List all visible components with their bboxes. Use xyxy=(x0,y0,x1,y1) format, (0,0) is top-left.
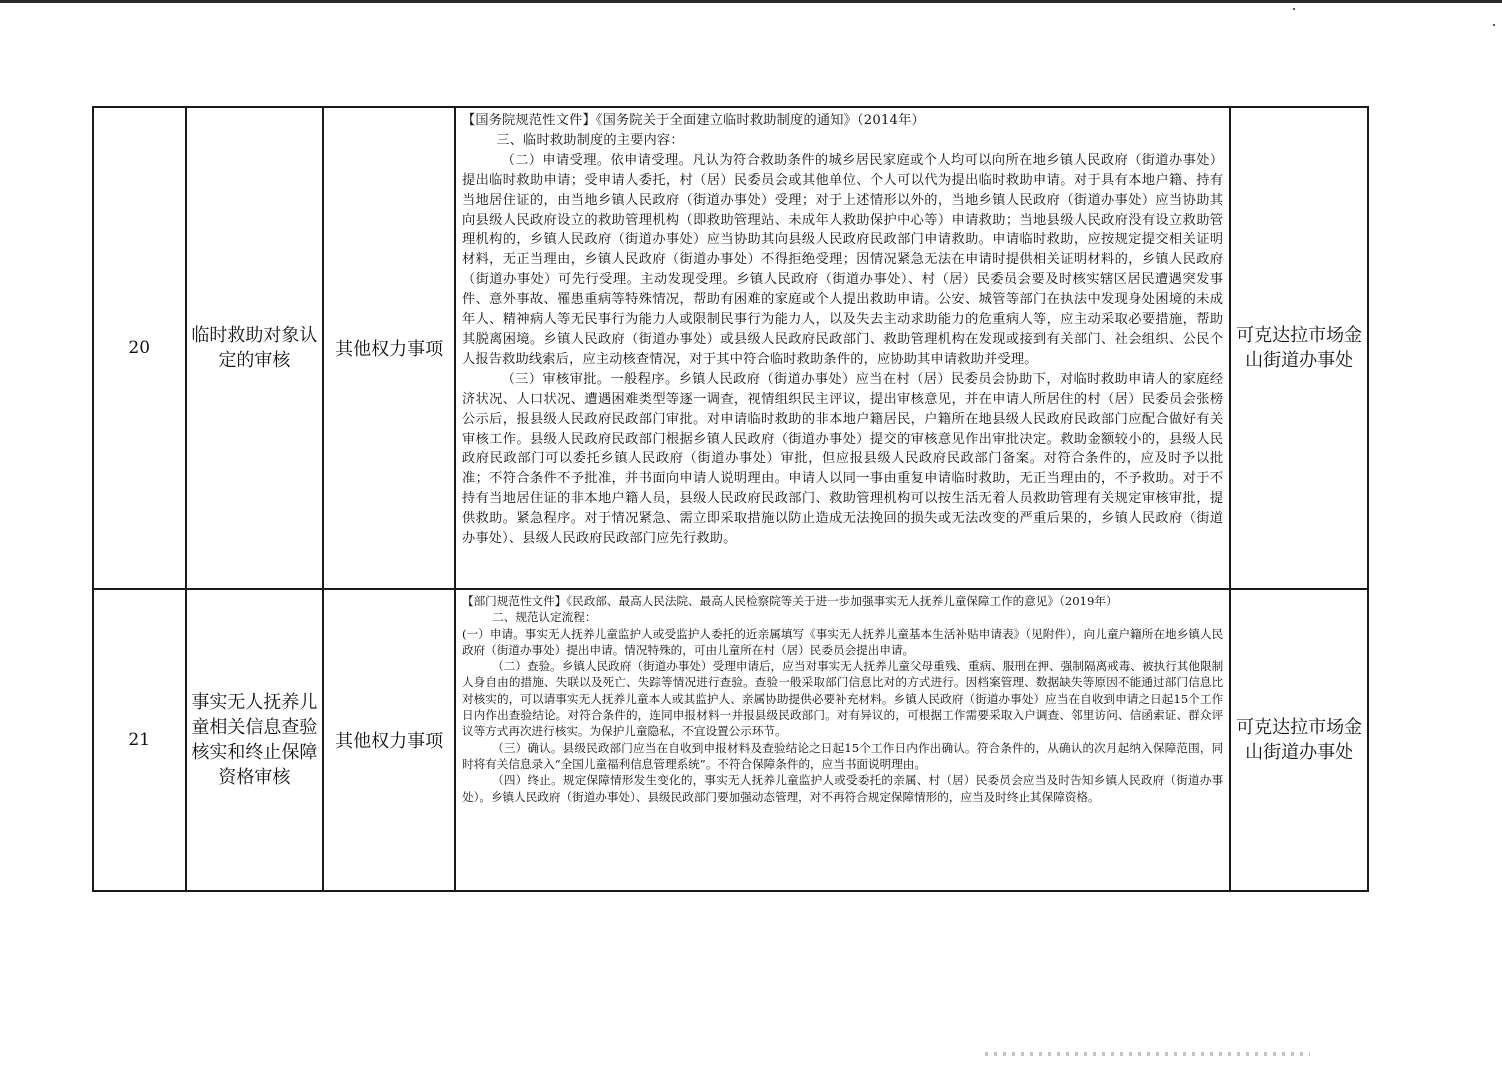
scan-footer-marks xyxy=(985,1052,1310,1056)
basis-paragraph: (一）申请。事实无人抚养儿童监护人或受监护人委托的近亲属填写《事实无人抚养儿童基本生活补贴申请表》（见附件），向儿童户籍所在地乡镇人民政府（街道办事处）提出申请。情况特殊的，可由儿童所在村（居）民委员会提出申请。 xyxy=(461,626,1224,657)
table-row xyxy=(93,589,1368,891)
scan-top-border xyxy=(0,0,1502,3)
scan-speck xyxy=(1293,8,1295,10)
legal-basis-cell xyxy=(455,107,1230,589)
legal-basis-text xyxy=(456,109,1229,587)
power-list-table xyxy=(92,106,1369,892)
basis-heading: 【部门规范性文件】《民政部、最高人民法院、最高人民检察院等关于进一步加强事实无人抚养儿童保障工作的意见》（2019年） xyxy=(461,594,1118,608)
basis-paragraph: （四）终止。规定保障情形发生变化的，事实无人抚养儿童监护人或受委托的亲属、村（居）民委员会应当及时告知乡镇人民政府（街道办事处）。乡镇人民政府（街道办事处）、县级民政部门要加强动态管理，对不再符合规定保障情形的，应当及时终止其保障资格。 xyxy=(461,773,1224,804)
legal-basis-cell xyxy=(455,589,1230,891)
table-row xyxy=(93,107,1368,589)
basis-paragraph: （三）确认。县级民政部门应当在自收到申报材料及查验结论之日起15个工作日内作出确认。符合条件的，从确认的次月起纳入保障范围，同时将有关信息录入“全国儿童福利信息管理系统”。不符合保障条件的，应当书面说明理由。 xyxy=(461,740,1224,771)
responsible-dept: 可克达拉市场金山街道办事处 xyxy=(1230,589,1368,891)
basis-section: 三、临时救助制度的主要内容： xyxy=(496,132,684,148)
basis-paragraph: （二）申请受理。依申请受理。凡认为符合救助条件的城乡居民家庭或个人均可以向所在地乡镇人民政府（街道办事处）提出临时救助申请；受申请人委托，村（居）民委员会或其他单位、个人可以代为提出临时救助申请。对于具有本地户籍、持有当地居住证的，由当地乡镇人民政府（街道办事处）受理；对于上述情形以外的，当地乡镇人民政府（街道办事处）应当协助其向县级人民政府设立的救助管理机构（即救助管理站、未成年人救助保护中心等）申请救助；当地县级人民政府没有设立救助管理机构的，乡镇人民政府（街道办事处）应当协助其向县级人民政府民政部门申请救助。申请临时救助，应按规定提交相关证明材料，无正当理由，乡镇人民政府（街道办事处）不得拒绝受理；因情况紧急无法在申请时提供相关证明材料的，乡镇人民政府（街道办事处）可先行受理。主动发现受理。乡镇人民政府（街道办事处）、村（居）民委员会要及时核实辖区居民遭遇突发事件、意外事故、罹患重病等特殊情况，帮助有困难的家庭或个人提出救助申请。公安、城管等部门在执法中发现身处困境的未成年人、精神病人等无民事行为能力人或限制民事行为能力人，以及失去主动求助能力的危重病人等，应主动采取必要措施，帮助其脱离困境。乡镇人民政府（街道办事处）或县级人民政府民政部门、救助管理机构在发现或接到有关部门、社会组织、公民个人报告救助线索后，应主动核查情况，对于其中符合临时救助条件的，应协助其申请救助并受理。 xyxy=(461,152,1224,367)
item-name: 事实无人抚养儿童相关信息查验核实和终止保障资格审核 xyxy=(186,589,324,891)
scan-speck xyxy=(1493,24,1495,26)
item-name: 临时救助对象认定的审核 xyxy=(186,107,324,589)
legal-basis-text xyxy=(456,591,1229,889)
basis-paragraph: （三）审核审批。一般程序。乡镇人民政府（街道办事处）应当在村（居）民委员会协助下，对临时救助申请人的家庭经济状况、人口状况、遭遇困难类型等逐一调查，视情组织民主评议，提出审核意见，并在申请人所居住的村（居）民委员会张榜公示后，报县级人民政府民政部门审批。对申请临时救助的非本地户籍居民，户籍所在地县级人民政府民政部门应配合做好有关审核工作。县级人民政府民政部门根据乡镇人民政府（街道办事处）提交的审核意见作出审批决定。救助金额较小的，县级人民政府民政部门可以委托乡镇人民政府（街道办事处）审批，但应报县级人民政府民政部门备案。对符合条件的，应及时予以批准；不符合条件不予批准，并书面向申请人说明理由。申请人以同一事由重复申请临时救助，无正当理由的，不予救助。对于不持有当地居住证的非本地户籍人员，县级人民政府民政部门、救助管理机构可以按生活无着人员救助管理有关规定审核审批，提供救助。紧急程序。对于情况紧急、需立即采取措施以防止造成无法挽回的损失或无法改变的严重后果的，乡镇人民政府（街道办事处）、县级人民政府民政部门应先行救助。 xyxy=(461,371,1224,547)
row-number: 20 xyxy=(93,107,186,589)
basis-paragraph: （二）查验。乡镇人民政府（街道办事处）受理申请后，应当对事实无人抚养儿童父母重残、重病、服刑在押、强制隔离戒毒、被执行其他限制人身自由的措施、失联以及死亡、失踪等情况进行查验。查验一般采取部门信息比对的方式进行。因档案管理、数据缺失等原因不能通过部门信息比对核实的，可以请事实无人抚养儿童本人或其监护人、亲属协助提供必要补充材料。乡镇人民政府（街道办事处）应当在自收到申请之日起15个工作日内作出查验结论。对符合条件的，连同申报材料一并报县级民政部门。对有异议的，可根据工作需要采取入户调查、邻里访问、信函索证、群众评议等方式再次进行核实。为保护儿童隐私，不宜设置公示环节。 xyxy=(461,659,1224,739)
basis-heading: 【国务院规范性文件】《国务院关于全面建立临时救助制度的通知》（2014年） xyxy=(461,113,925,128)
row-number: 21 xyxy=(93,589,186,891)
basis-section: 二、规范认定流程： xyxy=(492,610,597,625)
item-type: 其他权力事项 xyxy=(323,589,455,891)
item-type: 其他权力事项 xyxy=(323,107,455,589)
responsible-dept: 可克达拉市场金山街道办事处 xyxy=(1230,107,1368,589)
